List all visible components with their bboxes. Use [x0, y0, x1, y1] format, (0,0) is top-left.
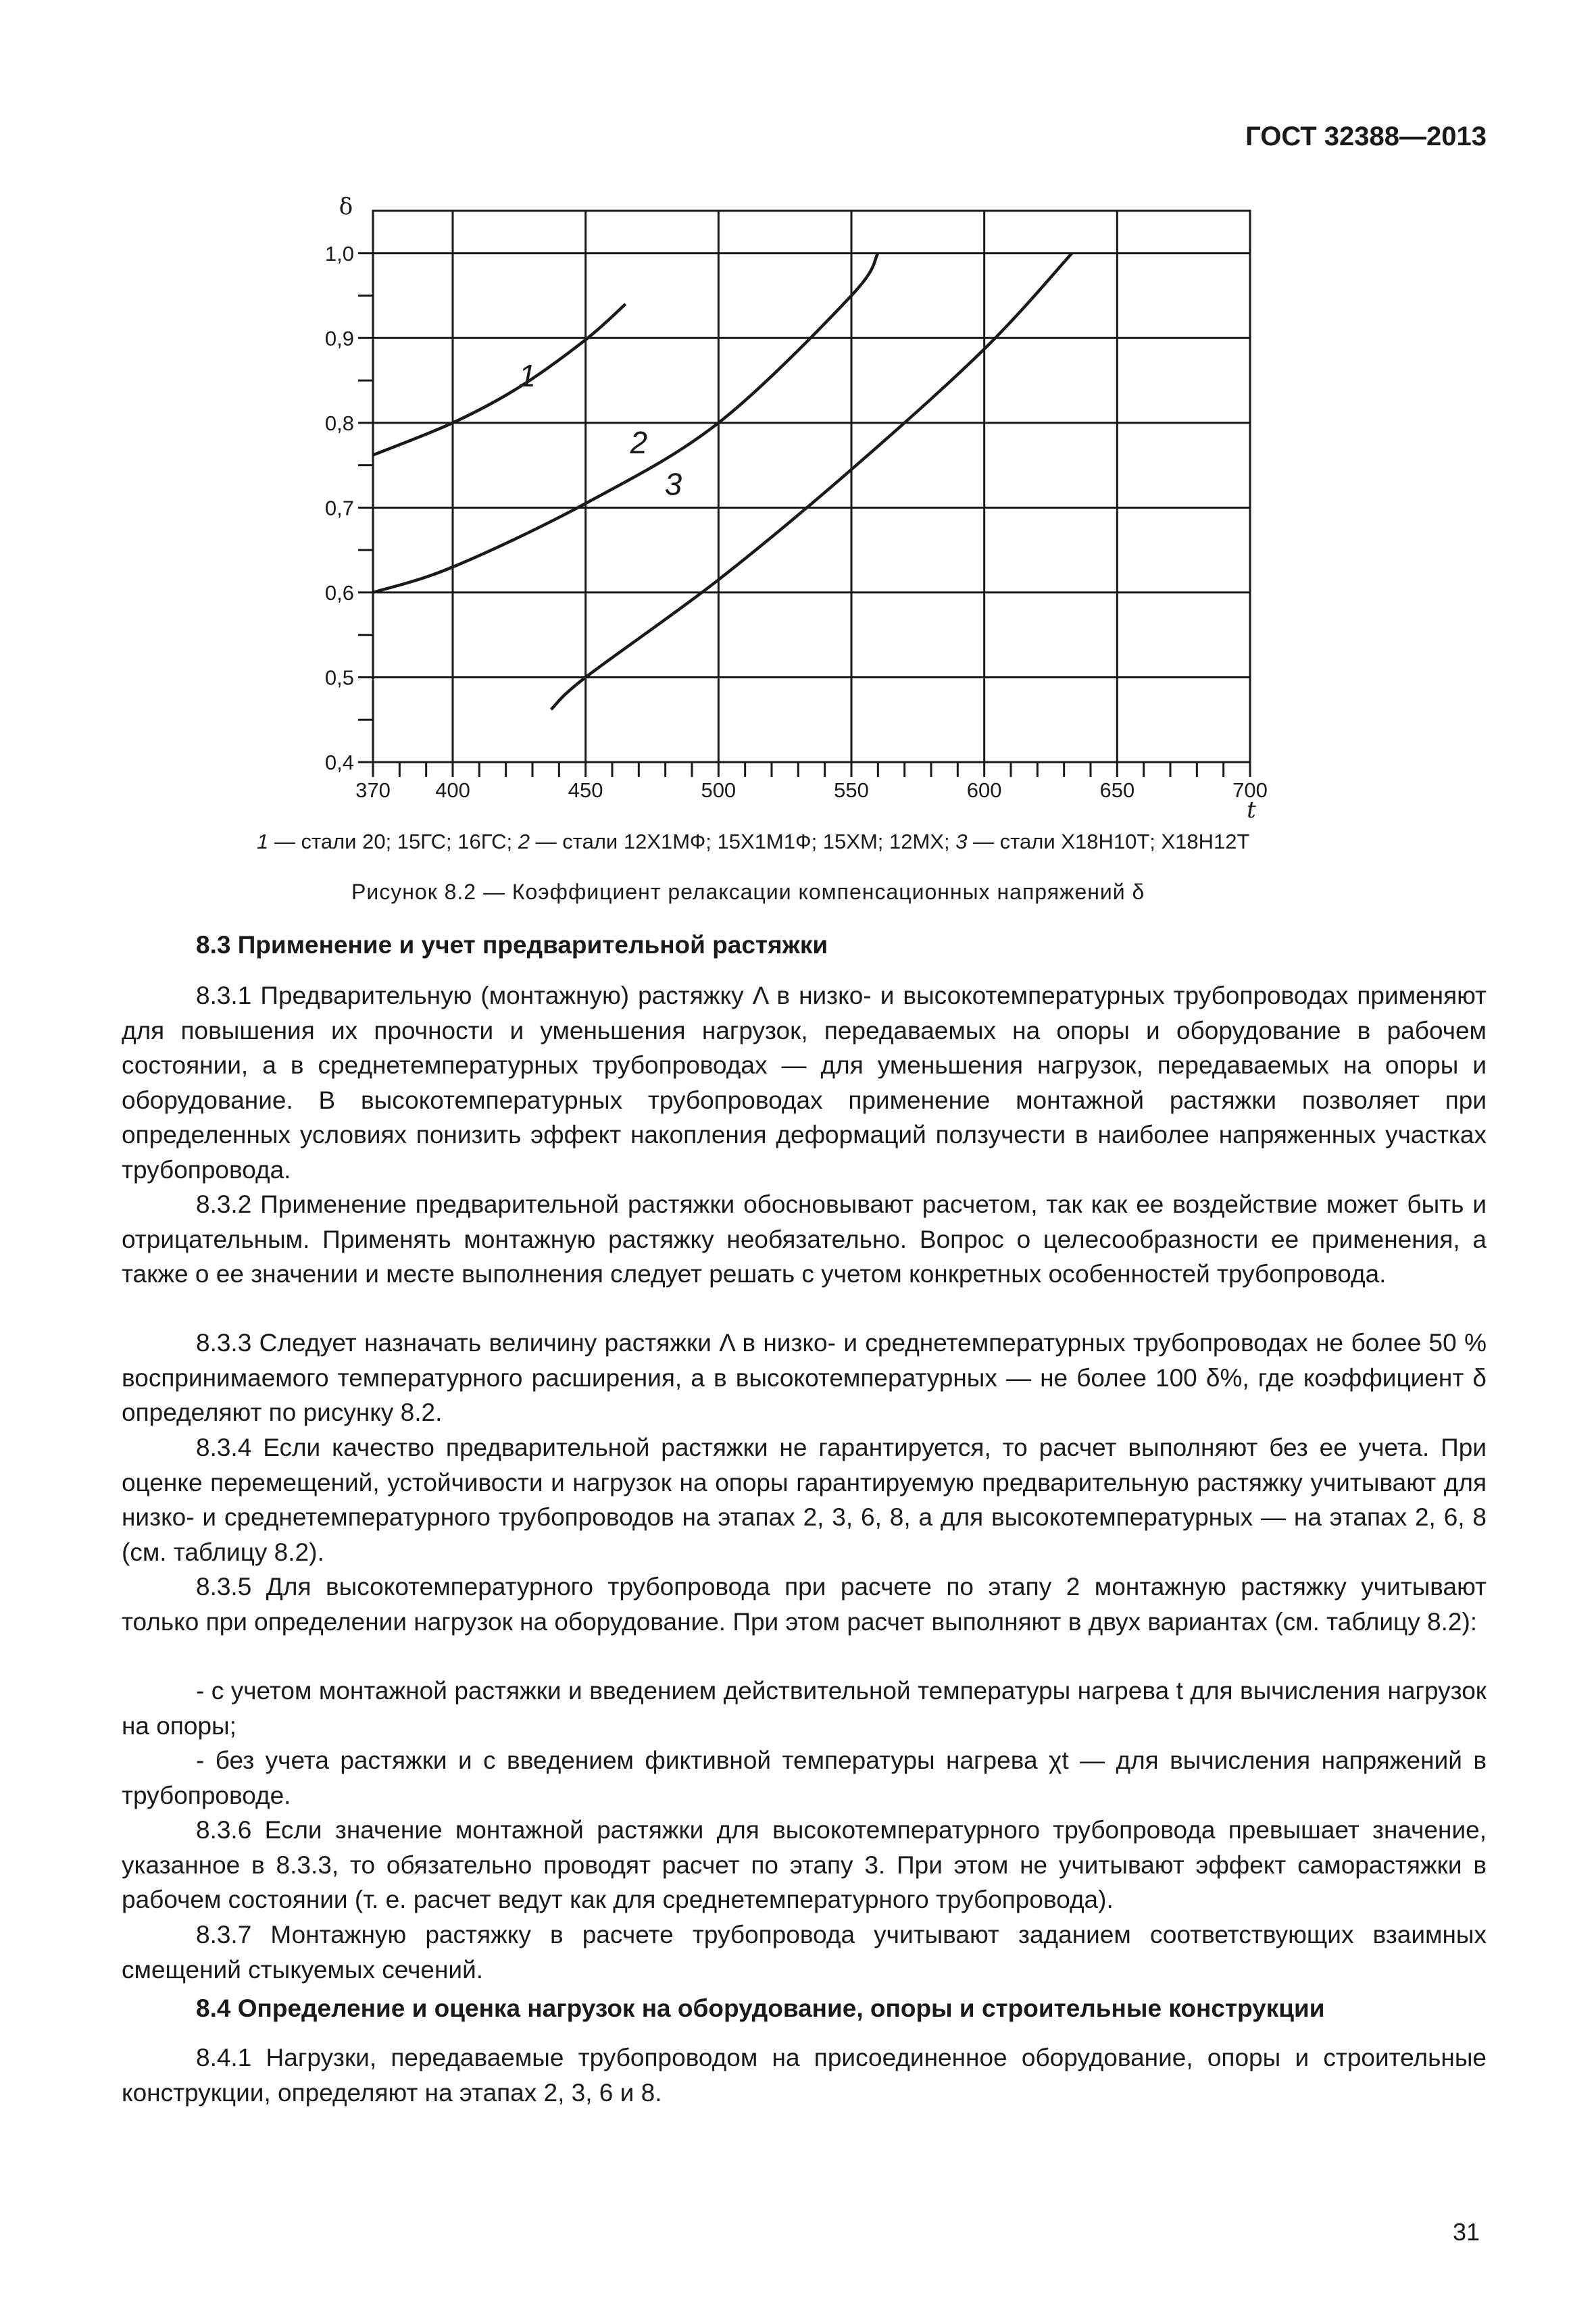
legend-text-2: — стали 12Х1МФ; 15Х1М1Ф; 15ХМ; 12МХ;: [530, 830, 956, 853]
paragraph-text: 8.4.1 Нагрузки, передаваемые трубопроводом на присоединенное оборудование, опоры и строительные конструкции, определяют на этапах 2, 3, 6 и 8.: [122, 2044, 1487, 2107]
section-heading-8-4: 8.4 Определение и оценка нагрузок на оборудование, опоры и строительные конструкции: [196, 1994, 1325, 2022]
paragraph-8-3-3: [122, 1326, 1487, 1430]
paragraph-8-3-5: [122, 1569, 1487, 1674]
legend-num-1: 1: [257, 830, 269, 853]
relaxation-chart-svg: [297, 196, 1351, 838]
paragraph-8-3-6: [122, 1813, 1487, 1917]
figure-caption: Рисунок 8.2 — Коэффициент релаксации компенсационных напряжений δ: [351, 880, 1145, 904]
y-axis-label: δ: [339, 196, 353, 220]
y-tick-label: 0,8: [324, 411, 354, 435]
paragraph-text: - без учета растяжки и с введением фиктивной температуры нагрева χt — для вычисления напряжений в трубопроводе.: [122, 1746, 1487, 1809]
x-tick-label: 600: [966, 778, 1002, 802]
paragraph-text: 8.3.7 Монтажную растяжку в расчете трубопровода учитывают заданием соответствующих взаимных смещений стыкуемых сечений.: [122, 1921, 1487, 1984]
x-tick-label: 700: [1232, 778, 1268, 802]
x-tick-label: 370: [355, 778, 391, 802]
legend-num-3: 3: [955, 830, 968, 853]
x-tick-label: 500: [701, 778, 737, 802]
series-line-1: [373, 304, 626, 455]
x-tick-label: 650: [1099, 778, 1135, 802]
y-tick-label: 0,6: [324, 580, 354, 605]
paragraph-8-3-7: [122, 1917, 1487, 1987]
series-label-1: 1: [518, 357, 536, 393]
legend-num-2: 2: [518, 830, 530, 853]
figure-legend: [257, 830, 1372, 854]
paragraph-text: 8.3.2 Применение предварительной растяжки обосновывают расчетом, так как ее воздействие может быть и отрицательным. Применять монтажную растяжку необязательно. Вопрос о целесообразности ее применения, а также о ее значении и месте выполнения следует решать с учетом конкретных особенностей трубопровода.: [122, 1190, 1487, 1288]
paragraph-dash-2: [122, 1743, 1487, 1813]
paragraph-dash-1: [122, 1674, 1487, 1743]
paragraph-8-3-2: [122, 1187, 1487, 1326]
series-label-3: 3: [664, 466, 682, 502]
series-label-2: 2: [630, 425, 648, 461]
y-tick-label: 0,5: [324, 665, 354, 690]
x-tick-label: 400: [435, 778, 470, 802]
paragraph-text: 8.3.1 Предварительную (монтажную) растяжку Λ в низко- и высокотемпературных трубопроводах применяют для повышения их прочности и уменьшения нагрузок, передаваемых на опоры и оборудование в рабочем состоянии, а в среднетемпературных трубопроводах — для уменьшения нагрузок, передаваемых на опоры и оборудование. В высокотемпературных трубопроводах применение монтажной растяжки позволяет при определенных условиях понизить эффект накопления деформаций ползучести в наиболее напряженных участках трубопровода.: [122, 982, 1487, 1184]
plot-frame: [373, 211, 1250, 762]
x-tick-label: 550: [834, 778, 869, 802]
document-code: ГОСТ 32388—2013: [1245, 122, 1487, 151]
paragraph-text: 8.3.4 Если качество предварительной растяжки не гарантируется, то расчет выполняют без ее учета. При оценке перемещений, устойчивости и нагрузок на опоры гарантируемую предварительную растяжку учитывают для низко- и среднетемпературного трубопроводов на этапах 2, 3, 6, 8, а для высокотемпературных — на этапах 2, 6, 8 (см. таблицу 8.2).: [122, 1434, 1487, 1566]
x-axis-label: t: [1247, 797, 1256, 824]
y-tick-label: 1,0: [324, 241, 354, 266]
page-number: 31: [1452, 2218, 1480, 2246]
paragraph-8-3-1: [122, 978, 1487, 1188]
relaxation-chart: [297, 196, 1351, 838]
legend-text-1: — стали 20; 15ГС; 16ГС;: [268, 830, 518, 853]
x-tick-label: 450: [568, 778, 603, 802]
paragraph-8-4-1: [122, 2040, 1487, 2110]
y-tick-label: 0,9: [324, 326, 354, 351]
paragraph-text: 8.3.3 Следует назначать величину растяжки Λ в низко- и среднетемпературных трубопроводах не более 50 % воспринимаемого температурного расширения, а в высокотемпературных — не более 100 δ%, где коэффициент δ определяют по рисунку 8.2.: [122, 1329, 1487, 1426]
paragraph-text: - с учетом монтажной растяжки и введением действительной температуры нагрева t для вычисления нагрузок на опоры;: [122, 1677, 1487, 1740]
paragraph-text: 8.3.5 Для высокотемпературного трубопровода при расчете по этапу 2 монтажную растяжку учитывают только при определении нагрузок на оборудование. При этом расчет выполняют в двух вариантах (см. таблицу 8.2):: [122, 1573, 1487, 1636]
y-tick-label: 0,4: [324, 751, 354, 774]
section-heading-8-3: 8.3 Применение и учет предварительной растяжки: [196, 931, 828, 959]
paragraph-8-3-4: [122, 1430, 1487, 1569]
y-tick-label: 0,7: [324, 496, 354, 520]
legend-text-3: — стали Х18Н10Т; Х18Н12Т: [967, 830, 1250, 853]
paragraph-text: 8.3.6 Если значение монтажной растяжки для высокотемпературного трубопровода превышает значение, указанное в 8.3.3, то обязательно проводят расчет по этапу 3. При этом не учитывают эффект саморастяжки в рабочем состоянии (т. е. расчет ведут как для среднетемпературного трубопровода).: [122, 1816, 1487, 1913]
